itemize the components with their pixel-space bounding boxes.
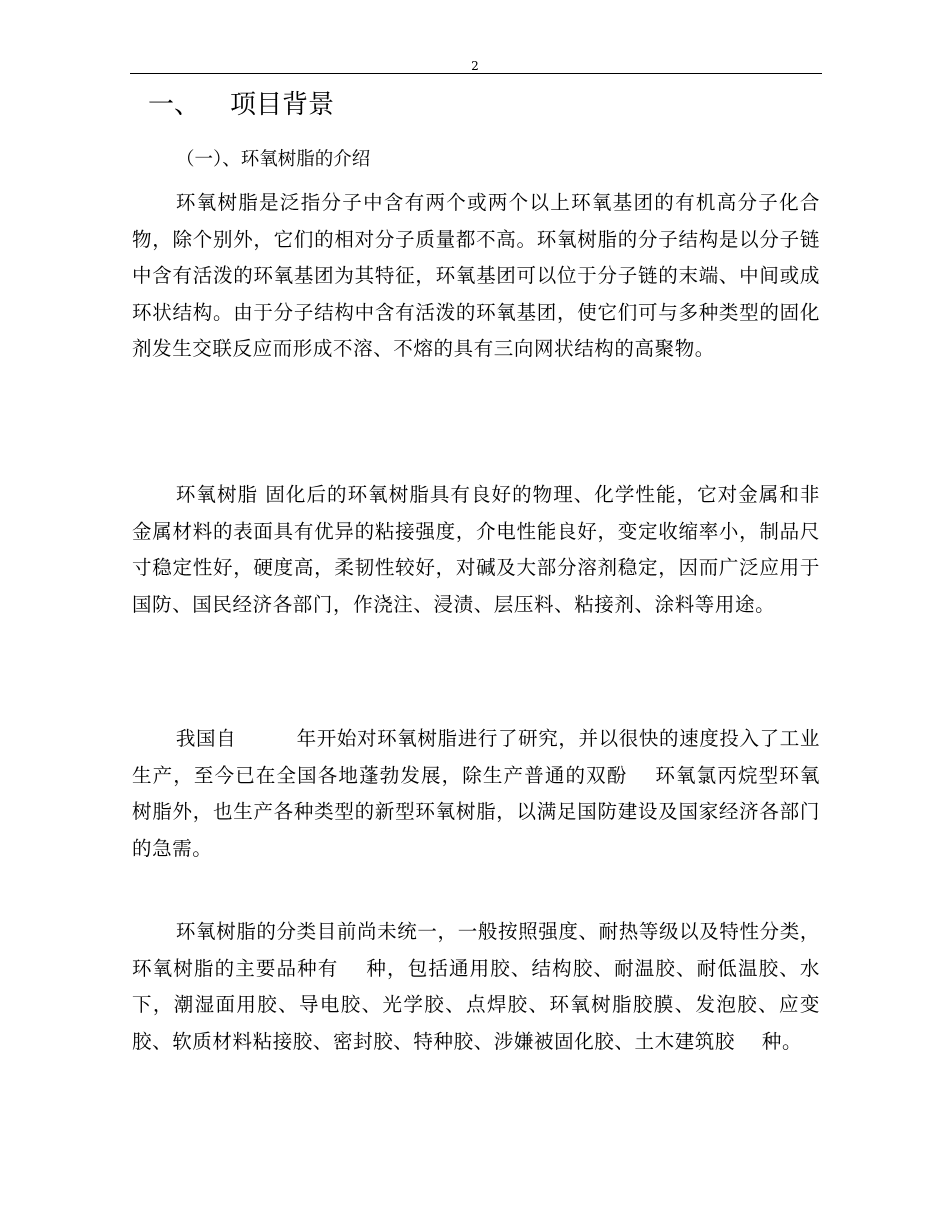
paragraph-epoxy-definition: 环氧树脂是泛指分子中含有两个或两个以上环氧基团的有机高分子化合物，除个别外，它们的相对分子质量都不高。环氧树脂的分子结构是以分子链中含有活泼的环氧基团为其特征，环氧基团可以位于分子链的末端、中间或成环状结构。由于分子结构中含有活泼的环氧基团，使它们可与多种类型的固化剂发生交联反应而形成不溶、不熔的具有三向网状结构的高聚物。 [132, 191, 820, 361]
section-heading [148, 88, 334, 122]
section-title: 项目背景 [230, 90, 335, 120]
header-rule [130, 73, 822, 74]
paragraph-epoxy-properties: 环氧树脂 固化后的环氧树脂具有良好的物理、化学性能，它对金属和非金属材料的表面具有优异的粘接强度，介电性能良好，变定收缩率小，制品尺寸稳定性好，硬度高，柔韧性较好，对碱及大部分溶剂稳定，因而广泛应用于国防、国民经济各部门，作浇注、浸渍、层压料、粘接剂、涂料等用途。 [132, 483, 820, 616]
paragraph-domestic-history: 我国自 年开始对环氧树脂进行了研究，并以很快的速度投入了工业生产，至今已在全国各地蓬勃发展，除生产普通的双酚 环氧氯丙烷型环氧树脂外，也生产各种类型的新型环氧树脂，以满足国防建设及国家经济各部门的急需。 [132, 727, 820, 860]
subsection-heading: （一）、环氧树脂的介绍 [176, 149, 371, 170]
paragraph-classification: 环氧树脂的分类目前尚未统一，一般按照强度、耐热等级以及特性分类，环氧树脂的主要品种有 种，包括通用胶、结构胶、耐温胶、耐低温胶、水下，潮湿面用胶、导电胶、光学胶、点焊胶、环氧树脂胶膜、发泡胶、应变胶、软质材料粘接胶、密封胶、特种胶、涉嫌被固化胶、土木建筑胶 种。 [132, 920, 820, 1053]
page-number: 2 [471, 59, 479, 73]
section-number: 一、 [148, 90, 201, 120]
